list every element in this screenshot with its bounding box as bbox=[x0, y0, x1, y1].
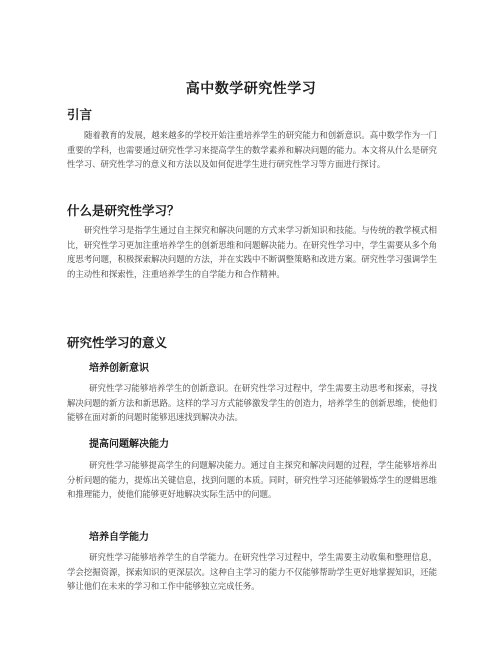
paragraph-text: 研究性学习是指学生通过自主探究和解决问题的方式来学习新知识和技能。与传统的教学模式相比，研究性学习更加注重培养学生的创新思维和问题解决能力。在研究性学习中，学生需要从多个角度思考问题，积极探索解决问题的方法，并在实践中不断调整策略和改进方案。研究性学习强调学生的主动性和探索性，注重培养学生的自学能力和合作精神。 bbox=[67, 225, 437, 279]
subsection-heading-self-learning: 培养自学能力 bbox=[89, 532, 149, 543]
subsection-paragraph-self-learning bbox=[67, 550, 437, 594]
paragraph-text: 研究性学习能够培养学生的创新意识。在研究性学习过程中，学生需要主动思考和探索，寻找解决问题的新方法和新思路。这样的学习方式能够激发学生的创造力，培养学生的创新思维，使他们能够在面对新的问题时能够迅速找到解决办法。 bbox=[67, 383, 437, 423]
section-heading-introduction: 引言 bbox=[67, 107, 93, 122]
paragraph-text: 随着教育的发展，越来越多的学校开始注重培养学生的研究能力和创新意识。高中数学作为一门重要的学科，也需要通过研究性学习来提高学生的数学素养和解决问题的能力。本文将从什么是研究性学习、研究性学习的意义和方法以及如何促进学生进行研究性学习等方面进行探讨。 bbox=[67, 130, 437, 170]
section-paragraph-what-is-research-learning bbox=[67, 223, 437, 281]
document-title: 高中数学研究性学习 bbox=[185, 81, 317, 97]
section-paragraph-introduction bbox=[67, 128, 437, 172]
subsection-paragraph-innovation bbox=[67, 381, 437, 425]
section-heading-significance: 研究性学习的意义 bbox=[67, 335, 168, 350]
paragraph-text: 研究性学习能够培养学生的自学能力。在研究性学习过程中，学生需要主动收集和整理信息，学会挖掘资源，探索知识的更深层次。这种自主学习的能力不仅能够帮助学生更好地掌握知识，还能够让他们在未来的学习和工作中能够独立完成任务。 bbox=[67, 552, 437, 592]
paragraph-text: 研究性学习能够提高学生的问题解决能力。通过自主探究和解决问题的过程，学生能够培养出分析问题的能力，提炼出关键信息，找到问题的本质。同时，研究性学习还能够锻炼学生的逻辑思维和推理能力，使他们能够更好地解决实际生活中的问题。 bbox=[67, 460, 437, 500]
section-heading-what-is-research-learning: 什么是研究性学习？ bbox=[67, 203, 180, 218]
subsection-heading-innovation: 培养创新意识 bbox=[89, 363, 149, 374]
subsection-heading-problem-solving: 提高问题解决能力 bbox=[89, 439, 169, 450]
subsection-paragraph-problem-solving bbox=[67, 458, 437, 502]
